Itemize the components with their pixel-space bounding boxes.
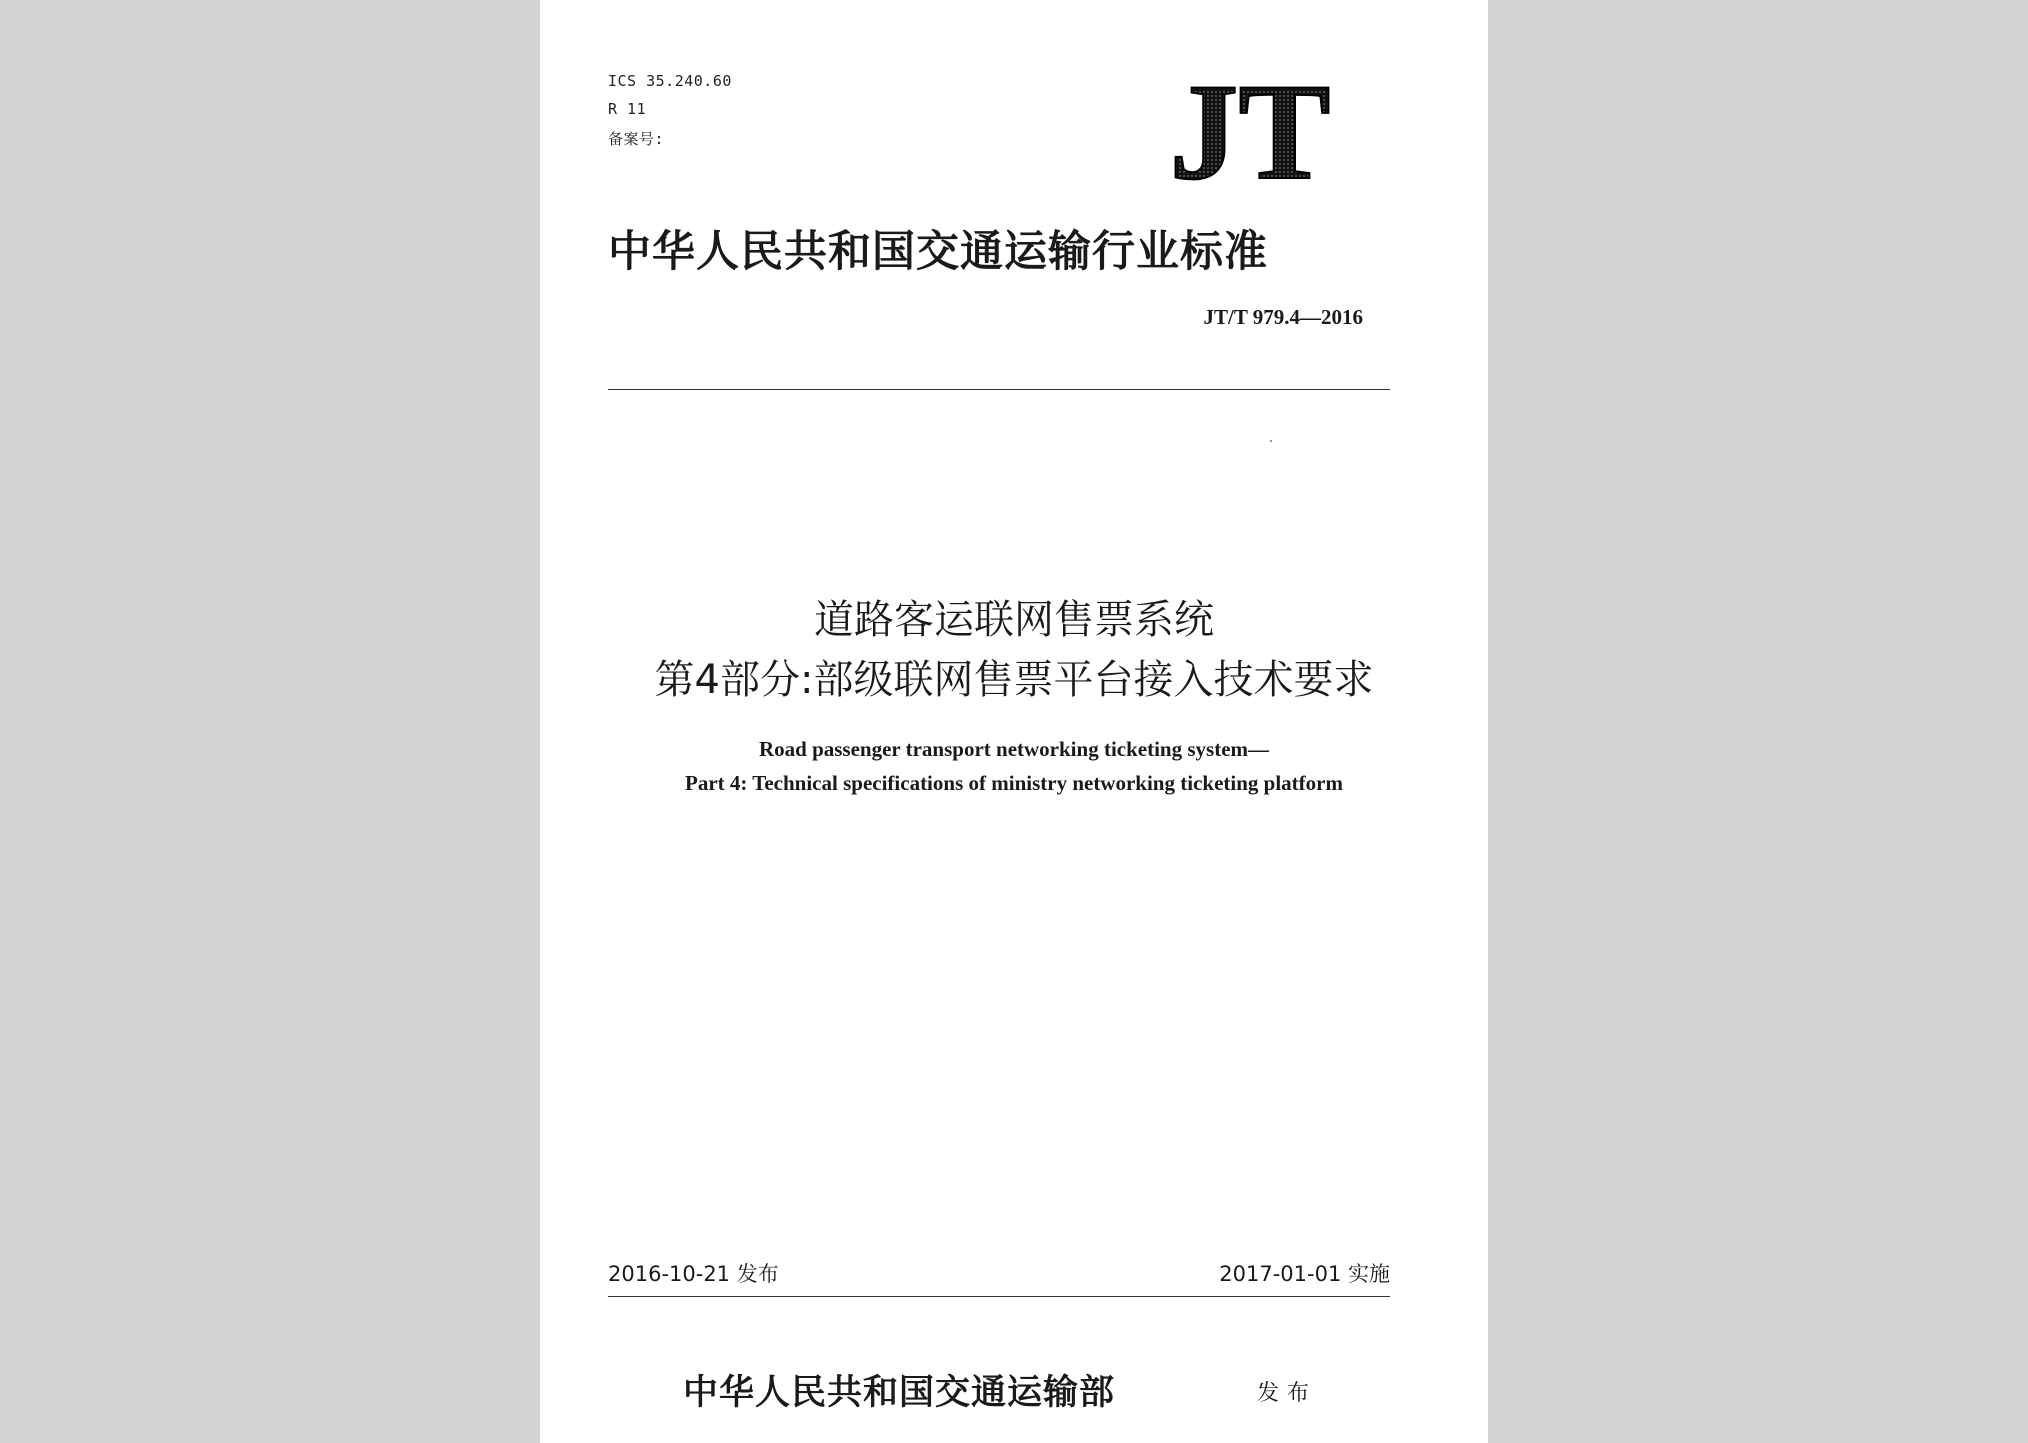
bottom-divider	[608, 1296, 1390, 1297]
top-divider	[608, 389, 1390, 390]
standard-category-title: 中华人民共和国交通运输行业标准	[608, 227, 1268, 277]
jt-logo	[1150, 70, 1350, 190]
title-en-line1: Road passenger transport networking ticketing system—	[758, 737, 1270, 761]
record-number-label: 备案号:	[608, 130, 665, 148]
ics-code: ICS 35.240.60	[608, 72, 732, 90]
title-en-line2: Part 4: Technical specifications of ministry networking ticketing platform	[685, 771, 1343, 795]
standard-code: JT/T 979.4—2016	[1203, 305, 1363, 329]
ccs-code: R 11	[608, 100, 647, 118]
scan-speck	[1270, 440, 1272, 442]
title-cn-line1: 道路客运联网售票系统	[814, 597, 1214, 643]
title-cn-line2: 第4部分:部级联网售票平台接入技术要求	[654, 657, 1374, 703]
jt-logo-text: JT	[1169, 70, 1331, 190]
publish-label: 发布	[1257, 1381, 1318, 1406]
effective-date: 2017-01-01 实施	[1219, 1262, 1390, 1286]
document-page	[540, 0, 1488, 1443]
issue-date: 2016-10-21 发布	[608, 1262, 779, 1286]
publisher-name: 中华人民共和国交通运输部	[683, 1372, 1116, 1413]
